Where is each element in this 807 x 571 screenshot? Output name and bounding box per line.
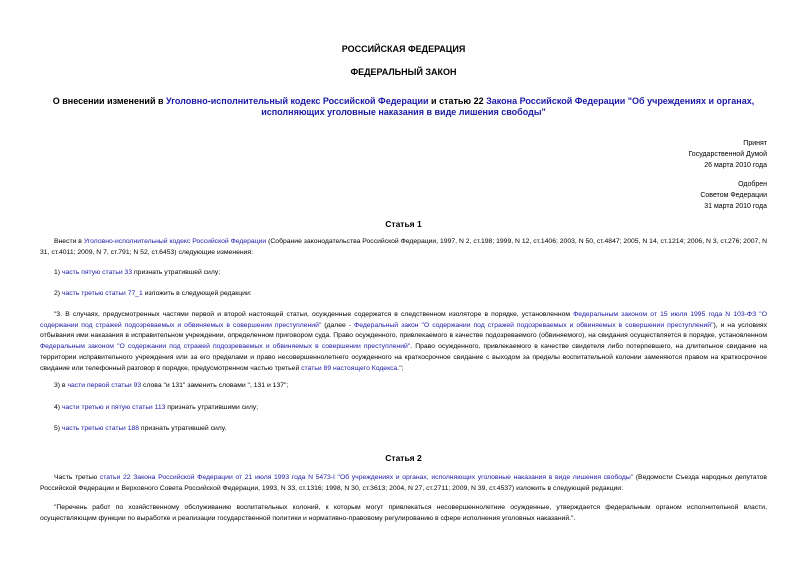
intro-citation: (Собрание законодательства Российской Федерации, 1997, N 2, ст.198; 1999, N 12, ст.1406; 2003, N 50, ст.4847; 2005, N 14, ст.1214; 2006, N 3, ст.276; 2007, N 31, ст.4011; 2009, N 7, ст.791; N 52, ст.6453) следующие изменения: <box>40 238 768 256</box>
quote-text-e: ."; <box>397 364 404 372</box>
quote-text-a: "3. В случаях, предусмотренных частями первой и второй настоящей статьи, осужденные содержатся в следственном изоляторе в порядке, установленном <box>54 311 574 318</box>
article-2-body <box>40 473 767 494</box>
intro-text: Внести в <box>54 238 84 245</box>
adoption-council-date: 31 марта 2010 года <box>704 203 767 210</box>
quote-text-c: ), и на условиях отбывания ими наказания в исправительном учреждении, определенном приговором суда. Право осужденного, привлекаемого в качестве подозреваемого (обвиняемого), на свидания осуществляется в порядке, установленном <box>40 321 767 340</box>
link-fz-103[interactable]: Федеральным законом от 15 июля 1995 года N 103-ФЗ "О содержании под стражей подозреваемых и обвиняемых в совершении преступлений" <box>40 311 767 329</box>
item-2 <box>54 289 767 300</box>
link-penal-code[interactable]: Уголовно-исполнительный кодекс Российской Федерации <box>83 238 267 245</box>
item-5 <box>54 424 767 435</box>
link-article-77-1[interactable]: часть третью статьи 77_1 <box>61 290 143 297</box>
article-1-heading: Статья 1 <box>385 219 422 229</box>
article-2-text-b: (Ведомости Съезда народных депутатов Российской Федерации и Верховного Совета Российской Федерации, 1993, N 33, ст.1316; 1998, N 30, ст.3613; 2004, N 27, ст.2711; 2009, N 39, ст.4537) изложить в следующей редакции: <box>40 474 767 492</box>
item-2-number: 2) <box>54 290 62 297</box>
item-2-text: изложить в следующей редакции: <box>142 290 252 297</box>
link-article-113[interactable]: части третью и пятую статьи 113 <box>61 404 166 411</box>
link-article-93[interactable]: части первой статьи 93 <box>67 382 142 389</box>
quote-text-b: (далее - <box>321 321 355 329</box>
title-link-law[interactable]: Закона Российской Федерации "Об учреждениях и органах, исполняющих уголовные наказания в виде лишения свободы" <box>261 96 755 117</box>
adoption-approved: Одобрен <box>738 181 767 188</box>
doc-type-heading: ФЕДЕРАЛЬНЫЙ ЗАКОН <box>350 67 457 77</box>
adoption-duma <box>688 138 767 171</box>
item-1-text: признать утратившей силу; <box>132 269 221 276</box>
item-3-text: слова "и 131" заменить словами ", 131 и 137"; <box>141 382 289 389</box>
country-heading: РОССИЙСКАЯ ФЕДЕРАЦИЯ <box>341 44 466 54</box>
item-4-text: признать утратившими силу; <box>165 404 259 411</box>
article-1-intro <box>40 237 767 258</box>
adoption-council-name: Советом Федерации <box>700 192 767 199</box>
link-fz-custody[interactable]: Федеральный закон "О содержании под стражей подозреваемых и обвиняемых в совершении преступлений" <box>354 321 714 329</box>
title-middle: и статью 22 <box>428 96 487 106</box>
title-link-code[interactable]: Уголовно-исполнительный кодекс Российской Федерации <box>166 96 429 106</box>
adoption-accepted: Принят <box>743 140 767 147</box>
law-title <box>40 96 767 118</box>
adoption-duma-date: 26 марта 2010 года <box>704 162 767 169</box>
item-3-number: 3) в <box>54 382 68 389</box>
article-2-heading: Статья 2 <box>385 453 422 463</box>
item-4-number: 4) <box>54 404 62 411</box>
link-article-89[interactable]: статьи 89 настоящего Кодекса <box>301 364 398 372</box>
article-2-quote: "Перечень работ по хозяйственному обслуживанию воспитательных колоний, к которым могут привлекаться несовершеннолетние осужденные, утверждается федеральным органом исполнительной власти, осуществляющим функции по выработке и реализации государственной политики и нормативно-правовому регулированию в сфере исполнения уголовных наказаний.". <box>40 504 767 522</box>
link-article-188[interactable]: часть третью статьи 188 <box>61 425 140 432</box>
title-prefix: О внесении изменений в <box>52 96 167 106</box>
adoption-council <box>700 179 767 212</box>
item-5-text: признать утратившей силу. <box>139 425 227 432</box>
item-1-number: 1) <box>54 269 62 276</box>
article-2-text-a: Часть третью <box>54 474 100 481</box>
link-article-33[interactable]: часть пятую статьи 33 <box>61 269 133 276</box>
quote-text-d: . Право осужденного, привлекаемого в качестве свидетеля либо потерпевшего, на длительное свидание на территории исправительного учреждения или за его пределами и право несовершеннолетнего осужденного на краткосрочное свидание с выходом за пределы воспитательной колонии заменяются правом на краткосрочное свидание или телефонный разговор в порядке, предусмотренном частью третьей <box>40 343 767 372</box>
item-5-number: 5) <box>54 425 62 432</box>
adoption-duma-name: Государственной Думой <box>688 151 767 158</box>
item-3 <box>54 381 767 392</box>
item-1 <box>54 268 767 279</box>
quoted-part-3 <box>40 310 767 374</box>
item-4 <box>54 403 767 414</box>
link-fz-custody-2[interactable]: Федеральным законом "О содержании под стражей подозреваемых и обвиняемых в совершении преступлений" <box>40 343 411 351</box>
link-law-5473[interactable]: статьи 22 Закона Российской Федерации от 21 июля 1993 года N 5473-I "Об учреждениях и органах, исполняющих уголовные наказания в виде лишения свободы" <box>99 474 634 481</box>
